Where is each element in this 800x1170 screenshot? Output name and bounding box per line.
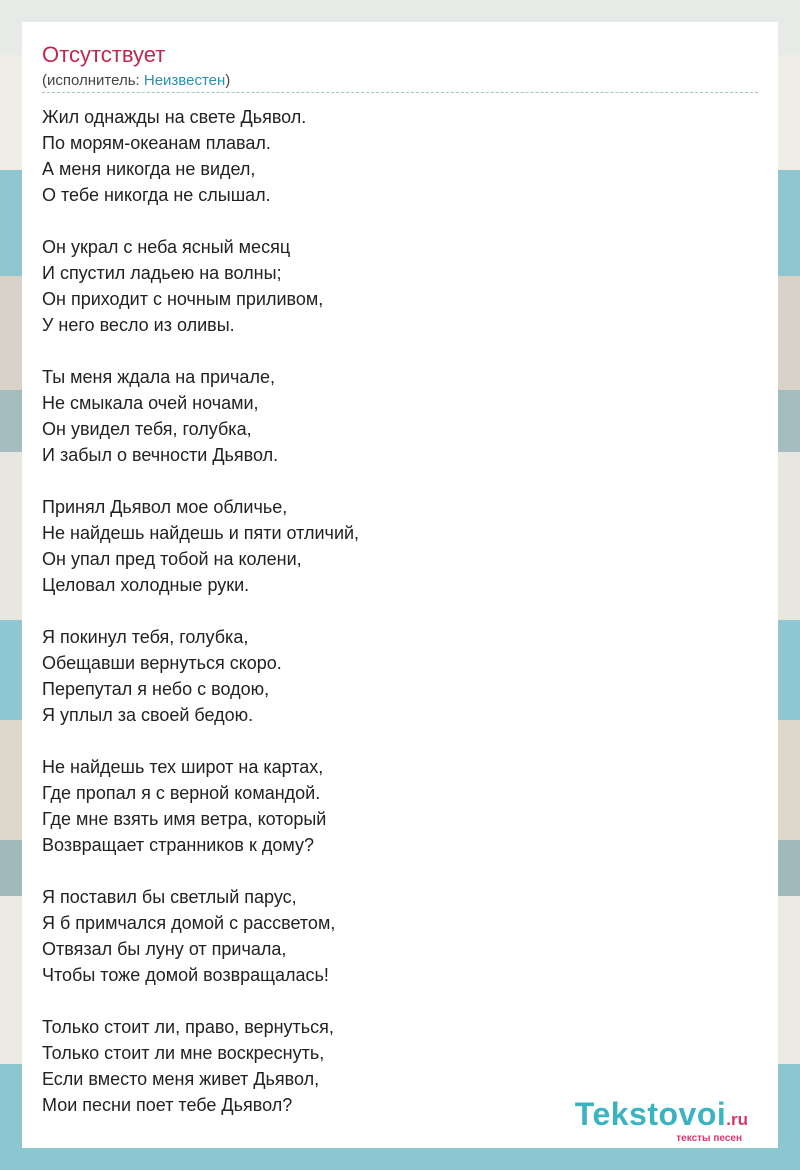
lyrics-line: По морям-океанам плавал. <box>42 133 271 153</box>
site-logo[interactable] <box>575 1096 748 1132</box>
lyrics-line: Он увидел тебя, голубка, <box>42 419 252 439</box>
lyrics-line: Я покинул тебя, голубка, <box>42 627 249 647</box>
lyrics-line: Где мне взять имя ветра, который <box>42 809 327 829</box>
title-divider <box>42 92 758 93</box>
lyrics-line: Обещавши вернуться скоро. <box>42 653 282 673</box>
lyrics-line: Только стоит ли, право, вернуться, <box>42 1017 334 1037</box>
lyrics-line: Я поставил бы светлый парус, <box>42 887 297 907</box>
lyrics-card <box>22 22 778 1148</box>
lyrics-stanza <box>42 624 758 728</box>
lyrics-line: Только стоит ли мне воскреснуть, <box>42 1043 325 1063</box>
lyrics-text <box>42 104 758 1118</box>
song-title: Отсутствует <box>42 42 166 67</box>
lyrics-line: Отвязал бы луну от причала, <box>42 939 287 959</box>
lyrics-line: А меня никогда не видел, <box>42 159 256 179</box>
lyrics-line: И забыл о вечности Дьявол. <box>42 445 279 465</box>
lyrics-line: У него весло из оливы. <box>42 315 235 335</box>
performer-prefix: (исполнитель: <box>42 72 144 89</box>
lyrics-stanza <box>42 364 758 468</box>
lyrics-stanza <box>42 754 758 858</box>
lyrics-line: О тебе никогда не слышал. <box>42 185 271 205</box>
lyrics-line: Он упал пред тобой на колени, <box>42 549 302 569</box>
lyrics-line: Если вместо меня живет Дьявол, <box>42 1069 320 1089</box>
lyrics-line: Возвращает странников к дому? <box>42 835 314 855</box>
lyrics-line: Принял Дьявол мое обличье, <box>42 497 288 517</box>
lyrics-line: Где пропал я с верной командой. <box>42 783 321 803</box>
lyrics-line: Он украл с неба ясный месяц <box>42 237 291 257</box>
lyrics-stanza <box>42 494 758 598</box>
lyrics-line: Я б примчался домой с рассветом, <box>42 913 336 933</box>
lyrics-stanza <box>42 234 758 338</box>
lyrics-line: Не смыкала очей ночами, <box>42 393 259 413</box>
performer-line <box>42 72 230 89</box>
lyrics-stanza <box>42 884 758 988</box>
artist-link[interactable]: Неизвестен <box>143 72 226 89</box>
performer-suffix: ) <box>225 72 231 89</box>
lyrics-line: Не найдешь тех широт на картах, <box>42 757 324 777</box>
lyrics-stanza <box>42 104 758 208</box>
logo-name: Tekstovoi <box>574 1096 727 1132</box>
lyrics-line: И спустил ладьею на волны; <box>42 263 282 283</box>
lyrics-line: Он приходит с ночным приливом, <box>42 289 324 309</box>
lyrics-line: Чтобы тоже домой возвращалась! <box>42 965 329 985</box>
logo-tagline: тексты песен <box>676 1133 742 1144</box>
logo-tld: .ru <box>726 1110 748 1129</box>
lyrics-line: Ты меня ждала на причале, <box>42 367 275 387</box>
lyrics-line: Мои песни поет тебе Дьявол? <box>42 1095 293 1115</box>
lyrics-line: Не найдешь найдешь и пяти отличий, <box>42 523 360 543</box>
lyrics-line: Перепутал я небо с водою, <box>42 679 270 699</box>
lyrics-line: Целовал холодные руки. <box>42 575 250 595</box>
lyrics-line: Жил однажды на свете Дьявол. <box>42 107 307 127</box>
lyrics-line: Я уплыл за своей бедою. <box>42 705 254 725</box>
